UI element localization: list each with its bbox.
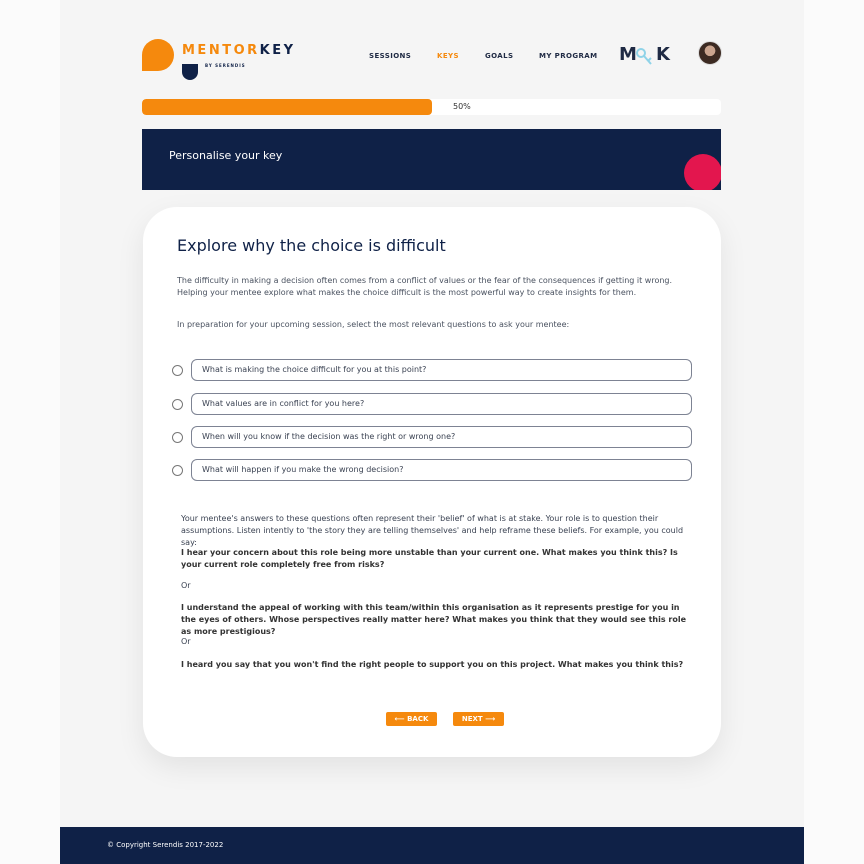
radio-button[interactable] xyxy=(172,365,183,376)
logo-word-key: KEY xyxy=(259,43,296,58)
footer xyxy=(60,827,804,864)
question-option[interactable] xyxy=(172,359,692,383)
mk-logo[interactable] xyxy=(619,42,674,68)
radio-button[interactable] xyxy=(172,399,183,410)
or-separator: Or xyxy=(181,581,191,590)
progress-label: 50% xyxy=(453,102,471,111)
progress-bar xyxy=(142,99,721,115)
mentorkey-logo[interactable] xyxy=(142,38,296,82)
banner xyxy=(142,129,721,190)
or-separator: Or xyxy=(181,637,191,646)
radio-button[interactable] xyxy=(172,465,183,476)
question-text: What will happen if you make the wrong decision? xyxy=(202,465,404,474)
banner-decorative-circle xyxy=(684,154,721,190)
next-button[interactable]: NEXT ⟶ xyxy=(453,712,504,726)
nav-sessions[interactable]: SESSIONS xyxy=(369,52,412,60)
mk-letter-k: K xyxy=(656,44,670,65)
banner-title: Personalise your key xyxy=(169,149,283,162)
example-statement-2: I understand the appeal of working with this team/within this organisation as it represents prestige for you in the eyes of others. Whose perspectives really matter here? What makes you think that they would see this role as more prestigious? xyxy=(181,603,687,636)
question-box[interactable] xyxy=(191,459,692,481)
question-option[interactable] xyxy=(172,426,692,450)
question-text: What is making the choice difficult for you at this point? xyxy=(202,365,427,374)
question-box[interactable] xyxy=(191,393,692,415)
card-title: Explore why the choice is difficult xyxy=(177,236,446,255)
logo-orange-shape xyxy=(142,39,174,71)
progress-fill xyxy=(142,99,432,115)
example-statement-3: I heard you say that you won't find the right people to support you on this project. What makes you think this? xyxy=(181,660,684,669)
question-card xyxy=(143,207,721,757)
question-option[interactable] xyxy=(172,393,692,417)
nav-my-program[interactable]: MY PROGRAM xyxy=(539,52,598,60)
mk-letter-m: M xyxy=(619,44,637,65)
question-text: What values are in conflict for you here? xyxy=(202,399,365,408)
question-box[interactable] xyxy=(191,426,692,448)
copyright-text: © Copyright Serendis 2017-2022 xyxy=(107,841,224,849)
page xyxy=(60,0,804,864)
logo-wordmark xyxy=(182,43,296,58)
radio-button[interactable] xyxy=(172,432,183,443)
question-text: When will you know if the decision was the right or wrong one? xyxy=(202,432,456,441)
example-statement-1: I hear your concern about this role being more unstable than your current one. What makes you think this? Is your current role completely free from risks? xyxy=(181,548,678,569)
explanation-text: Your mentee's answers to these questions often represent their 'belief' of what is at stake. Your role is to question their assumptions. Listen intently to 'the story they are telling themselves' and help reframe these beliefs. For example, you could say: xyxy=(181,514,684,547)
intro-text: The difficulty in making a decision often comes from a conflict of values or the fear of the consequences if getting it wrong. Helping your mentee explore what makes the choice difficult is the most powerful way to create insights for them. xyxy=(177,276,673,297)
logo-word-mentor: MENTOR xyxy=(182,43,260,58)
user-avatar[interactable] xyxy=(698,41,722,65)
nav-goals[interactable]: GOALS xyxy=(485,52,514,60)
question-box[interactable] xyxy=(191,359,692,381)
nav-keys[interactable]: KEYS xyxy=(437,52,459,60)
back-button[interactable]: ⟵ BACK xyxy=(386,712,437,726)
instruction-text: In preparation for your upcoming session, select the most relevant questions to ask your mentee: xyxy=(177,320,570,329)
logo-subtitle: BY SERENDIS xyxy=(205,63,246,68)
logo-navy-shape xyxy=(182,64,198,80)
question-option[interactable] xyxy=(172,459,692,483)
key-icon xyxy=(637,49,651,64)
